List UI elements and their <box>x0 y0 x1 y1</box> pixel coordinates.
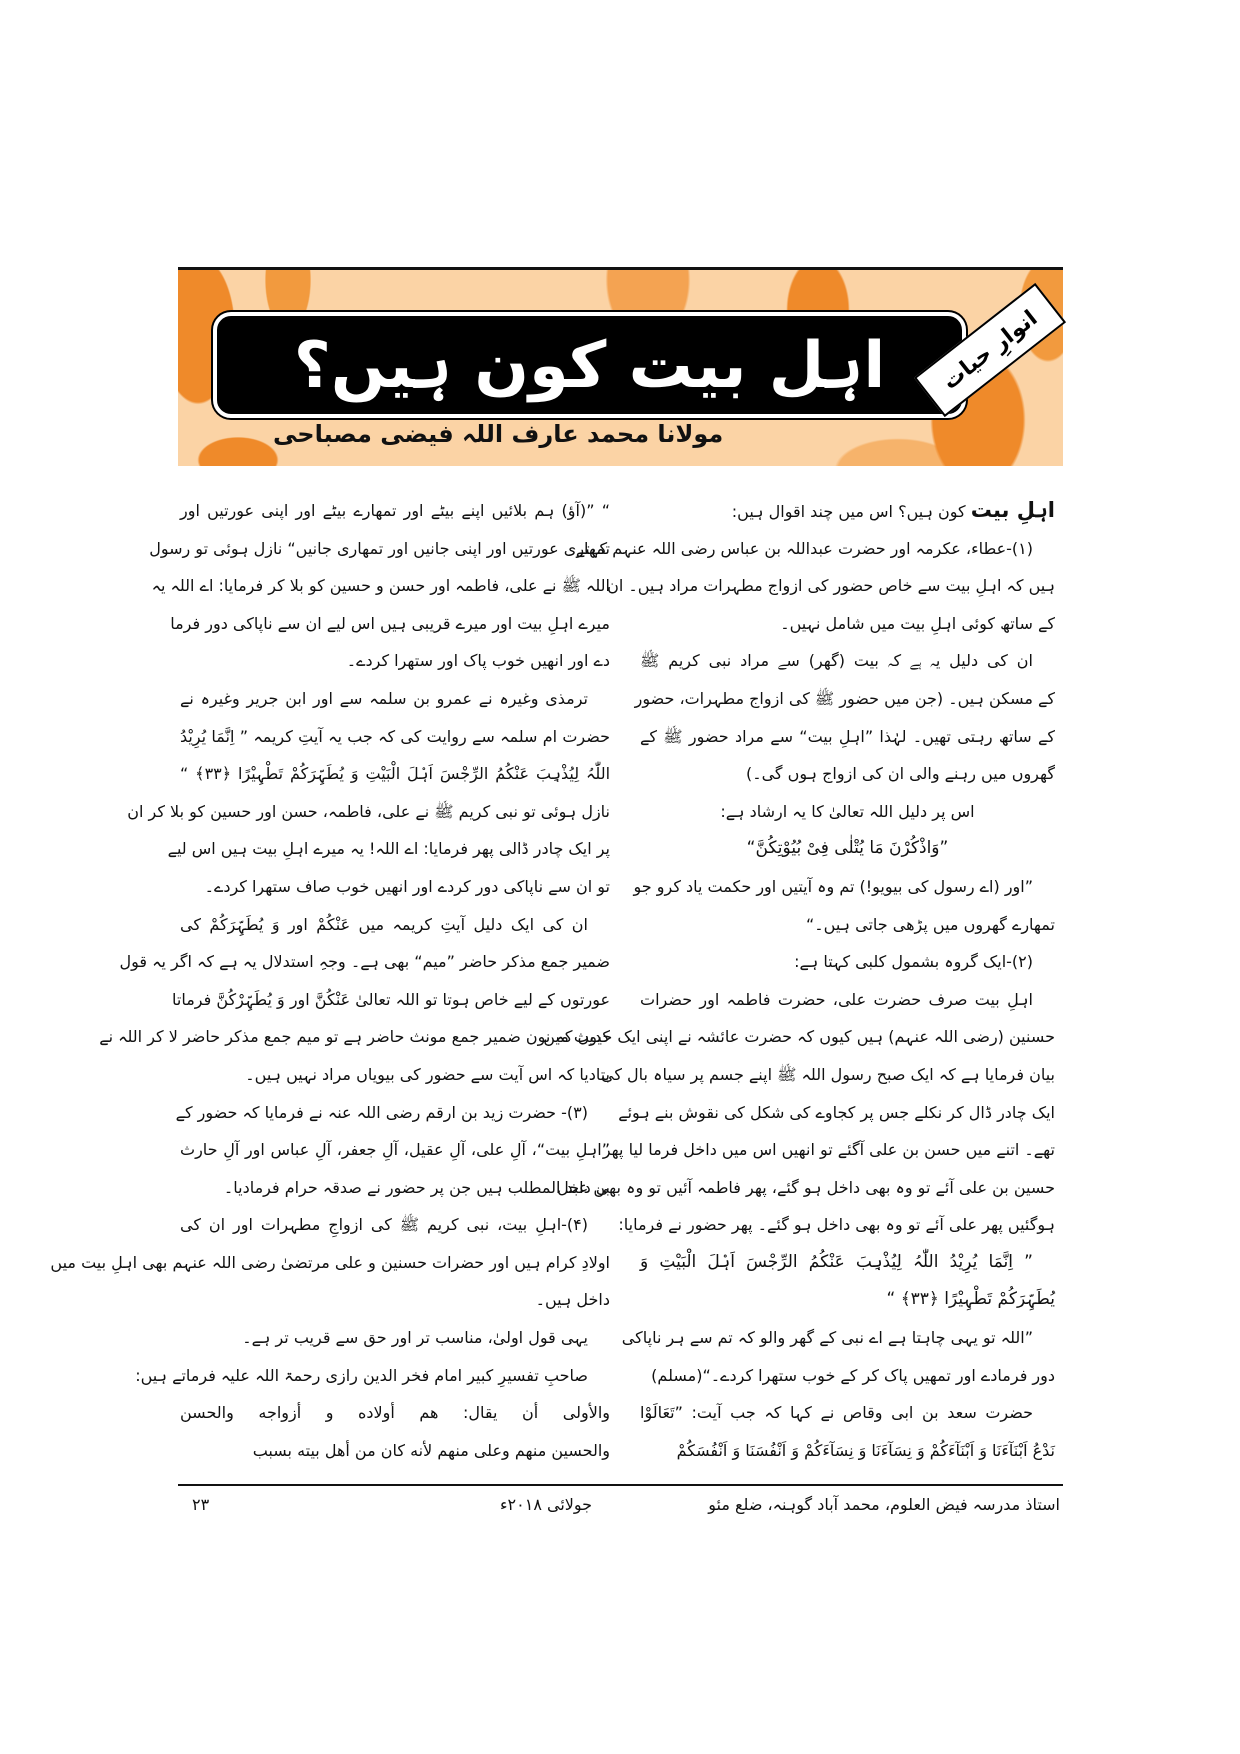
paragraph <box>640 793 1055 831</box>
text-line: تمھارے گھروں میں پڑھی جاتی ہیں۔“ <box>805 914 1055 934</box>
footer-affiliation: استاذ مدرسہ فیض العلوم، محمد آباد گوہنہ، ضلع مئو <box>708 1495 1060 1514</box>
text-line: حضرت ام سلمہ سے روایت کی کہ جب یہ آیتِ کریمہ ” اِنَّمَا یُرِیْدُ <box>180 726 610 746</box>
paragraph <box>621 1319 1055 1394</box>
text-line: دور فرمادے اور تمھیں پاک کر کے خوب ستھرا کردے۔“(مسلم) <box>651 1365 1055 1385</box>
text-line: ضمیر جمع مذکر حاضر ”میم“ بھی ہے۔ وجہِ استدلال یہ ہے کہ اگر یہ قول <box>119 952 610 972</box>
text-line: والحسين منهم وعلى منهم لأنه كان من أهل بيته بسبب <box>252 1440 610 1460</box>
text-line: (۴)-اہلِ بیت، نبی کریم ﷺ کی ازواجِ مطہرات اور ان کی <box>180 1215 588 1235</box>
footer-rule <box>178 1484 1063 1486</box>
paragraph <box>127 680 611 906</box>
text-line: اولادِ کرام ہیں اور حضرات حسنین و علی مرتضیٰ رضی اللہ عنہم بھی اہلِ بیت میں <box>50 1252 610 1272</box>
footer-issue-date: جولائی ۲۰۱۸ء <box>500 1495 593 1514</box>
text-line: (۳)- حضرت زید بن ارقم رضی اللہ عنہ نے فرمایا کہ حضور کے <box>175 1102 588 1122</box>
text-line: حضرت سعد بن ابی وقاص نے کہا کہ جب آیت: ”تَعَالَوْا <box>640 1403 1033 1423</box>
text-line: کے مسکن ہیں۔ (جن میں حضور ﷺ کی ازواج مطہرات، حضور <box>634 688 1055 708</box>
paragraph <box>634 642 1055 792</box>
text-line: اللہ ﷺ نے علی، فاطمہ اور حسن و حسین کو بلا کر فرمایا: اے اللہ یہ <box>151 576 610 596</box>
text-line: ”اللہ تو یہی چاہتا ہے اے نبی کے گھر والو کہ تم سے ہر ناپاکی <box>621 1328 1033 1348</box>
text-line: والأولى أن يقال: هم أولاده و أزواجه والحسن <box>180 1403 610 1423</box>
text-line: تھے۔ اتنے میں حسن بن علی آگئے تو انھیں اس میں داخل فرما لیا پھر <box>602 1140 1055 1160</box>
text-line: گھروں میں رہنے والی ان کی ازواج ہوں گی۔) <box>745 764 1055 784</box>
text-line: اہلِ بیت صرف حضرت علی، حضرت فاطمہ اور حضرات <box>640 989 1033 1009</box>
paragraph <box>640 1244 1055 1319</box>
text-line: دے اور انھیں خوب پاک اور ستھرا کردے۔ <box>346 651 610 671</box>
text-line: ” اِنَّمَا یُرِیْدُ اللّٰہُ لِیُذْہِبَ عَنْکُمُ الرِّجْسَ اَہْلَ الْبَیْتِ وَ <box>640 1251 1033 1272</box>
text-line: اس پر دلیل اللہ تعالیٰ کا یہ ارشاد ہے: <box>720 801 975 821</box>
text-line: صاحبِ تفسیرِ کبیر امام فخر الدین رازی رحمۃ اللہ علیہ فرماتے ہیں: <box>135 1365 588 1385</box>
author-name: مولانا محمد عارف اللہ فیضی مصباحی <box>273 420 724 448</box>
text-line: داخل ہیں۔ <box>535 1290 610 1310</box>
page-number: ۲۳ <box>192 1495 210 1514</box>
paragraph <box>180 1394 610 1469</box>
text-line: کیوں کہ نون ضمیر جمع مونث حاضر ہے تو میم جمع مذکر حاضر لا کر اللہ نے <box>99 1027 610 1047</box>
paragraph <box>135 1357 610 1395</box>
text-line: میرے اہلِ بیت اور میرے قریبی ہیں اس لیے ان سے ناپاکی دور فرما <box>170 613 610 633</box>
text-line: اللّٰہُ لِیُذْہِبَ عَنْکُمُ الرِّجْسَ اَہْلَ الْبَیْتِ وَ یُطَہِّرَکُمْ تَطْہِیْرًا ﴿۳۳﴾ “ <box>180 764 611 784</box>
text-line: ہوگئیں پھر علی آئے تو وہ بھی داخل ہو گئے۔ پھر حضور نے فرمایا: <box>618 1215 1055 1235</box>
text-line: حسنین (رضی اللہ عنہم) ہیں کیوں کہ حضرت عائشہ نے اپنی ایک حدیث میں <box>543 1027 1055 1047</box>
paragraph <box>633 868 1055 943</box>
paragraph <box>180 1319 610 1357</box>
paragraph <box>149 492 610 680</box>
text-line: نَدْعُ اَبْنَآءَنَا وَ اَبْنَآءَکُمْ وَ نِسَآءَنَا وَ نِسَآءَکُمْ وَ اَنْفُسَنَا وَ اَنْفُسَکُمْ <box>676 1440 1055 1460</box>
text-line: ان کی دلیل یہ ہے کہ بیت (گھر) سے مراد نبی کریم ﷺ <box>640 651 1033 671</box>
text-line: تو ان سے ناپاکی دور کردے اور انھیں خوب صاف ستھرا کردے۔ <box>204 876 610 896</box>
paragraph <box>640 1394 1055 1469</box>
text-line: بتادیا کہ اس آیت سے حضور کی بیویاں مراد نہیں ہیں۔ <box>245 1064 610 1084</box>
paragraph <box>640 943 1055 981</box>
text-line: “ ”(آؤ) ہم بلائیں اپنے بیٹے اور تمھارے بیٹے اور اپنی عورتیں اور <box>180 501 610 520</box>
text-line: ہیں کہ اہلِ بیت سے خاص حضور کی ازواج مطہرات مراد ہیں۔ ان <box>607 576 1055 596</box>
text-line: کے ساتھ کوئی اہلِ بیت میں شامل نہیں۔ <box>780 613 1055 633</box>
paragraph <box>575 530 1055 643</box>
paragraph <box>99 906 610 1094</box>
text-line: ”اہلِ بیت“، آلِ علی، آلِ عقیل، آلِ جعفر، آلِ عباس اور آلِ حارث <box>180 1140 610 1160</box>
article-title: اہل بیت کون ہیں؟ <box>293 328 886 403</box>
text-line: تمھاری عورتیں اور اپنی جانیں اور تمھاری جانیں“ نازل ہوئی تو رسول <box>149 538 610 558</box>
paragraph <box>50 1206 610 1319</box>
paragraph <box>543 981 1055 1244</box>
left-column <box>50 492 611 1469</box>
text-line: یُطَہِّرَکُمْ تَطْہِیْرًا ﴿۳۳﴾ “ <box>886 1289 1055 1310</box>
text-line: ”اور (اے رسول کی بیویو!) تم وہ آیتیں اور حکمت یاد کرو جو <box>633 876 1033 896</box>
text-line: ترمذی وغیرہ نے عمرو بن سلمہ سے اور ابن جریر وغیرہ نے <box>180 688 588 708</box>
text-line: حسین بن علی آئے تو وہ بھی داخل ہو گئے، پھر فاطمہ آئیں تو وہ بھی داخل <box>557 1177 1055 1197</box>
text-line: عورتوں کے لیے خاص ہوتا تو اللہ تعالیٰ عَنْکُنَّ اور وَ یُطَہِّرْکُنَّ فرماتا <box>172 989 610 1009</box>
text-line: ”وَاذْکُرْنَ مَا یُتْلٰی فِیْ بُیُوْتِکُنَّ“ <box>746 838 949 859</box>
text-line: ان کی ایک دلیل آیتِ کریمہ میں عَنْکُمْ اور وَ یُطَہِّرَکُمْ کی <box>180 914 588 934</box>
text-line: ایک چادر ڈال کر نکلے جس پر کجاوے کی شکل کی نقوش بنے ہوئے <box>618 1102 1055 1122</box>
text-line: یہی قول اولیٰ، مناسب تر اور حق سے قریب تر ہے۔ <box>242 1328 588 1348</box>
heading-rest: کون ہیں؟ اس میں چند اقوال ہیں: <box>731 502 971 521</box>
paragraph <box>640 830 1055 868</box>
paragraph <box>175 1094 610 1207</box>
article-banner <box>178 270 1063 466</box>
text-line: بن عبد المطلب ہیں جن پر حضور نے صدقہ حرام فرمادیا۔ <box>223 1177 610 1197</box>
text-line: پر ایک چادر ڈالی پھر فرمایا: اے اللہ! یہ میرے اہلِ بیت ہیں اس لیے <box>167 839 610 859</box>
heading-bold: اہلِ بیت <box>970 498 1055 522</box>
text-line: (۱)-عطاء، عکرمہ اور حضرت عبداللہ بن عباس رضی اللہ عنہم کہتے <box>575 538 1033 558</box>
text-line: (۲)-ایک گروہ بشمول کلبی کہتا ہے: <box>794 952 1033 972</box>
text-line: نازل ہوئی تو نبی کریم ﷺ نے علی، فاطمہ، حسن اور حسین کو بلا کر ان <box>127 801 610 821</box>
section-tag-label: انوارِ حیات <box>937 305 1043 395</box>
title-box <box>213 312 966 418</box>
text-line: کے ساتھ رہتی تھیں۔ لہٰذا ”اہلِ بیت“ سے مراد حضور ﷺ کے <box>640 726 1055 746</box>
intro-heading <box>640 492 1055 530</box>
text-line: بیان فرمایا ہے کہ ایک صبح رسول اللہ ﷺ اپنے جسم پر سیاہ بال کی <box>601 1064 1055 1084</box>
